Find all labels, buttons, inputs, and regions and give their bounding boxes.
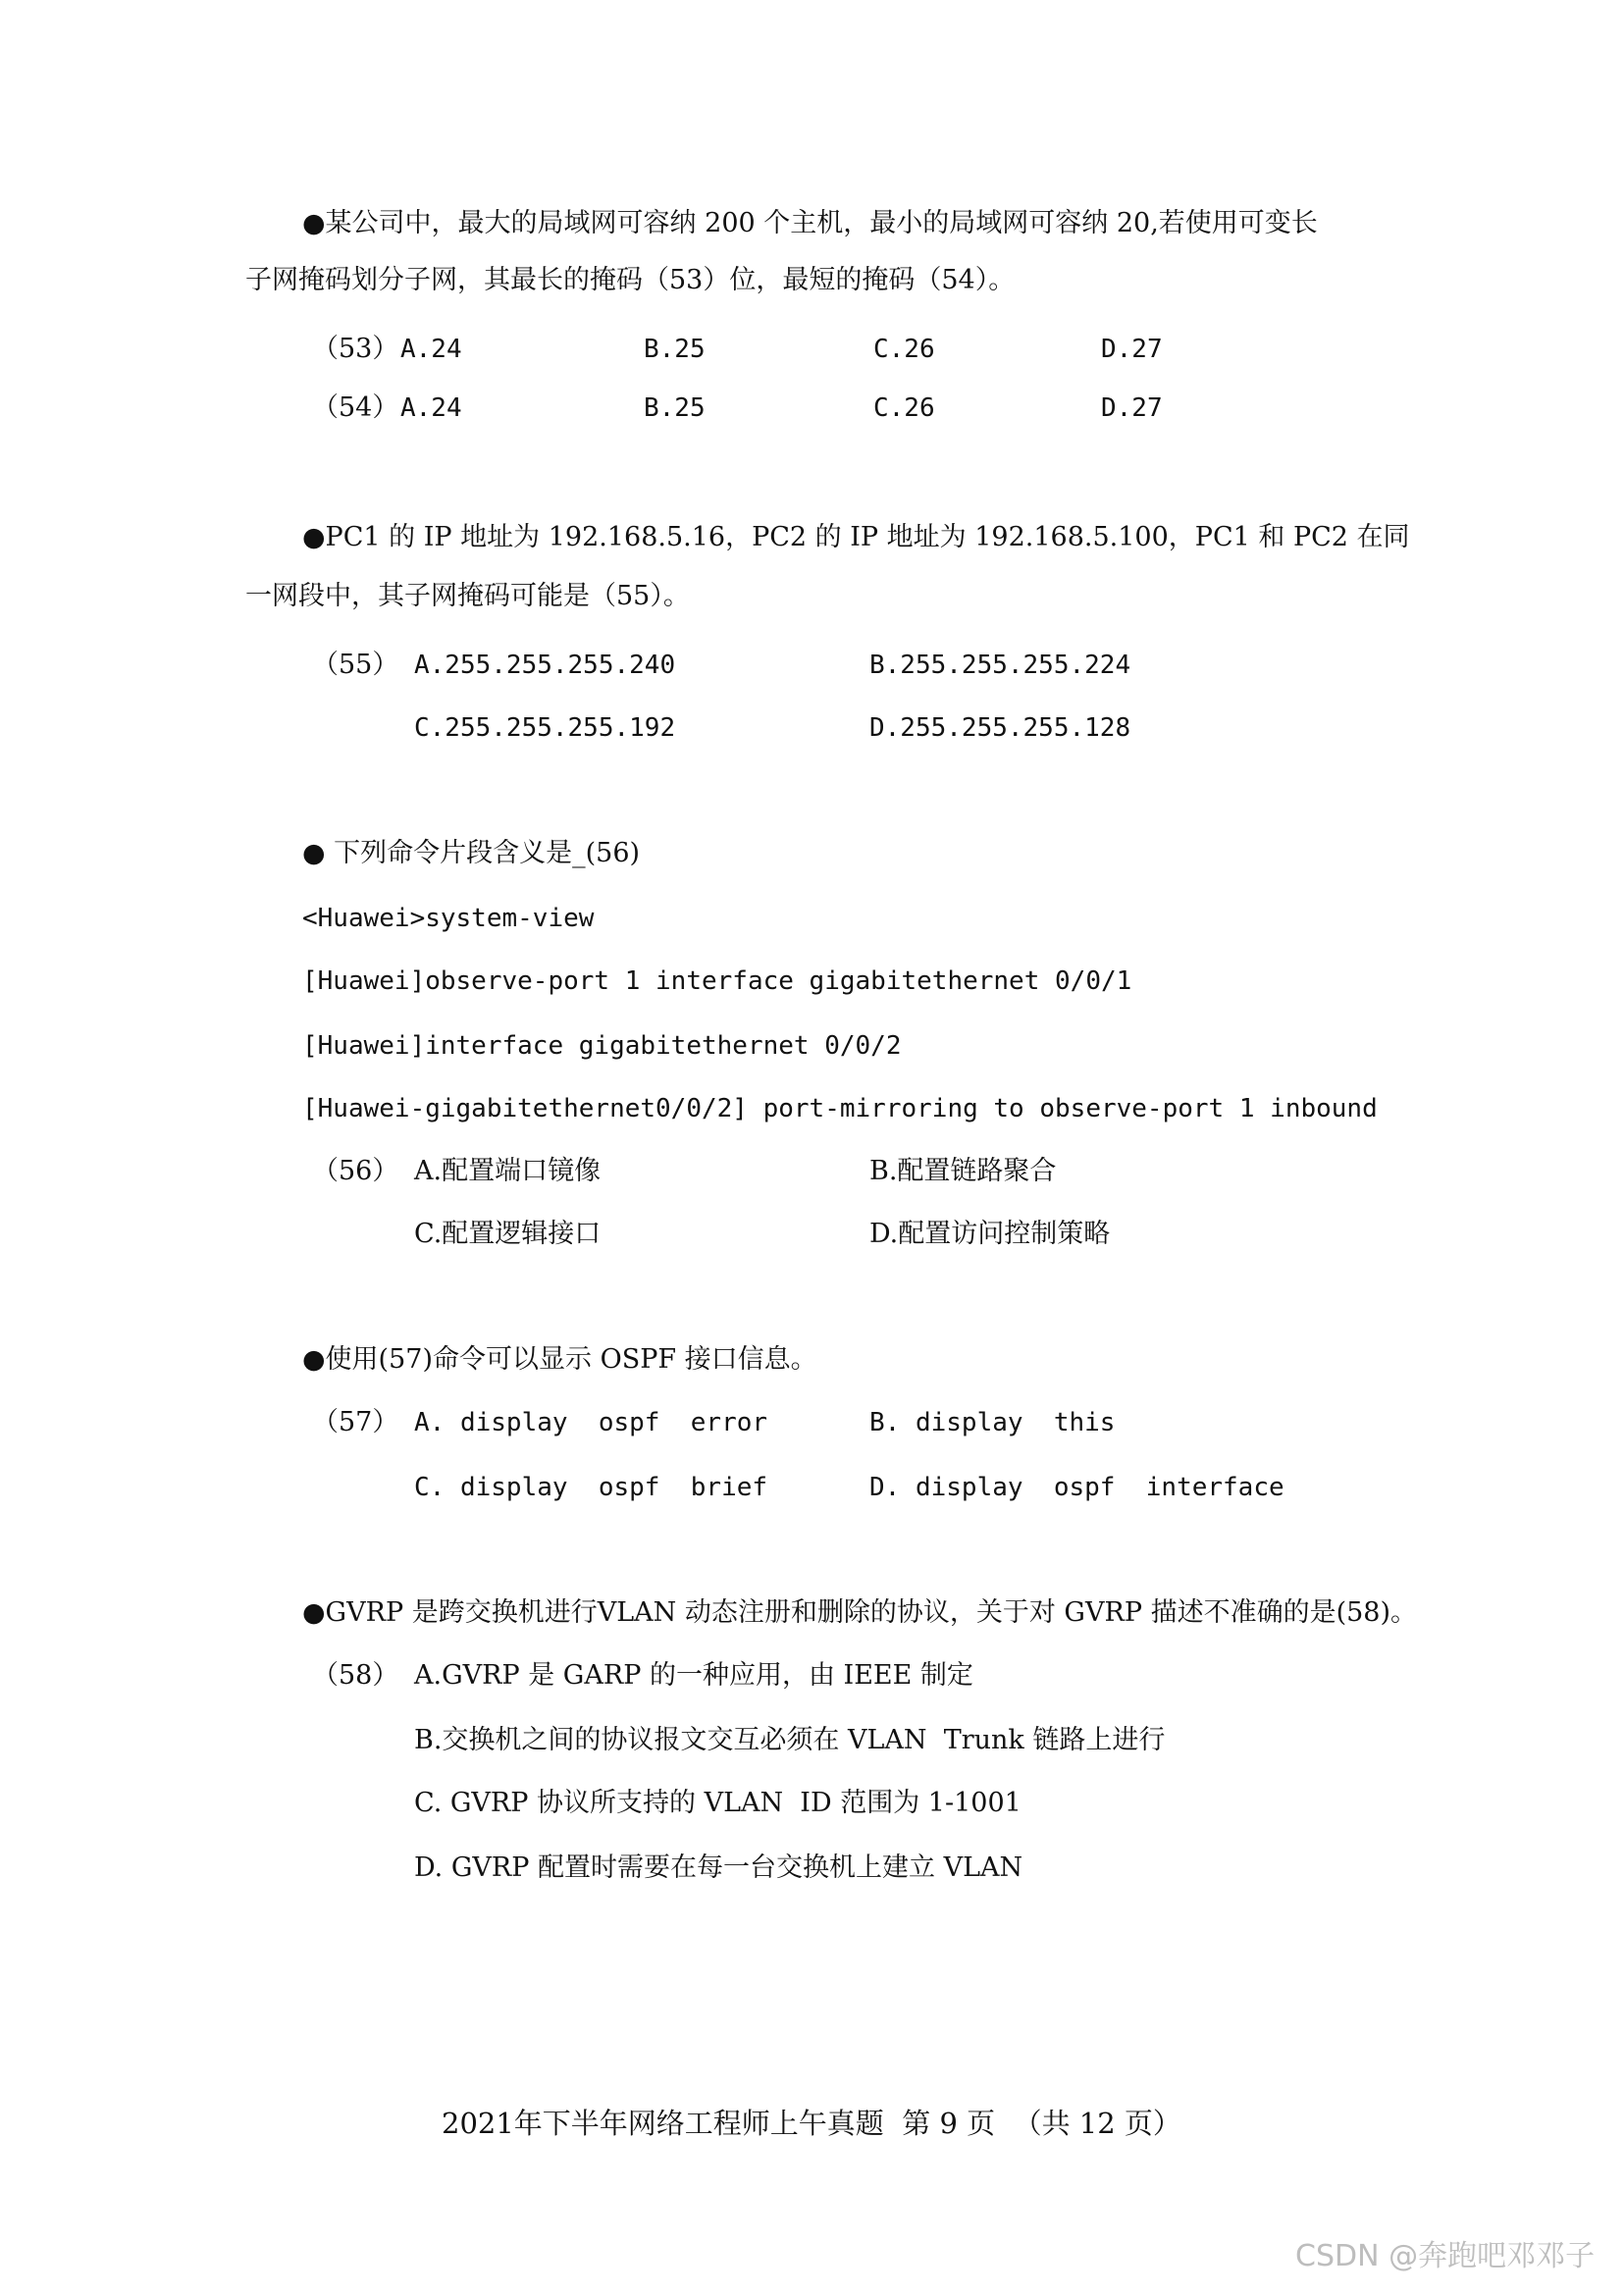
q54-number: （54） — [312, 392, 399, 423]
q57-option-b: B. display this — [869, 1408, 1116, 1437]
q55-option-d: D.255.255.255.128 — [869, 713, 1131, 743]
q56-option-a: A.配置端口镜像 — [414, 1156, 602, 1186]
q54-option-a: A.24 — [400, 393, 462, 423]
q53-54-stem-line1: ●某公司中，最大的局域网可容纳 200 个主机，最小的局域网可容纳 20,若使用可变长 — [302, 208, 1318, 238]
q55-option-b: B.255.255.255.224 — [869, 651, 1131, 680]
q56-command-line2: [Huawei]observe-port 1 interface gigabitethernet 0/0/1 — [302, 966, 1132, 996]
q55-option-c: C.255.255.255.192 — [414, 713, 676, 743]
q57-stem: ●使用(57)命令可以显示 OSPF 接口信息。 — [302, 1344, 817, 1375]
q55-stem-line2: 一网段中，其子网掩码可能是（55）。 — [245, 581, 690, 611]
q58-number: （58） — [312, 1660, 399, 1691]
q56-option-b: B.配置链路聚合 — [869, 1156, 1057, 1186]
q56-number: （56） — [312, 1156, 399, 1186]
q55-number: （55） — [312, 650, 399, 680]
page-footer: 2021年下半年网络工程师上午真题 第 9 页 （共 12 页） — [442, 2107, 1181, 2140]
q56-command-line3: [Huawei]interface gigabitethernet 0/0/2 — [302, 1031, 902, 1061]
q58-stem: ●GVRP 是跨交换机进行VLAN 动态注册和删除的协议，关于对 GVRP 描述不准确的是(58)。 — [302, 1597, 1417, 1628]
q56-stem: ● 下列命令片段含义是_(56) — [302, 838, 641, 868]
q54-option-b: B.25 — [644, 393, 706, 423]
q53-number: （53） — [312, 334, 399, 364]
q56-command-line4: [Huawei-gigabitethernet0/0/2] port-mirroring to observe-port 1 inbound — [302, 1094, 1378, 1123]
q53-option-b: B.25 — [644, 335, 706, 364]
q53-option-a: A.24 — [400, 335, 462, 364]
q54-option-d: D.27 — [1101, 393, 1163, 423]
q53-option-c: C.26 — [873, 335, 935, 364]
q58-option-b: B.交换机之间的协议报文交互必须在 VLAN Trunk 链路上进行 — [414, 1725, 1166, 1755]
q54-option-c: C.26 — [873, 393, 935, 423]
watermark: CSDN @奔跑吧邓邓子 — [1295, 2239, 1596, 2273]
q57-option-c: C. display ospf brief — [414, 1473, 768, 1502]
q58-option-c: C. GVRP 协议所支持的 VLAN ID 范围为 1-1001 — [414, 1788, 1022, 1818]
q57-number: （57） — [312, 1407, 399, 1437]
q57-option-a: A. display ospf error — [414, 1408, 768, 1437]
q58-option-d: D. GVRP 配置时需要在每一台交换机上建立 VLAN — [414, 1852, 1023, 1883]
q58-option-a: A.GVRP 是 GARP 的一种应用，由 IEEE 制定 — [414, 1660, 973, 1691]
q55-stem-line1: ●PC1 的 IP 地址为 192.168.5.16，PC2 的 IP 地址为 192.168.5.100，PC1 和 PC2 在同 — [302, 522, 1410, 552]
q53-option-d: D.27 — [1101, 335, 1163, 364]
q56-option-d: D.配置访问控制策略 — [869, 1219, 1111, 1249]
q56-option-c: C.配置逻辑接口 — [414, 1219, 602, 1249]
q57-option-d: D. display ospf interface — [869, 1473, 1284, 1502]
q56-command-line1: <Huawei>system-view — [302, 904, 595, 933]
q55-option-a: A.255.255.255.240 — [414, 651, 676, 680]
q53-54-stem-line2: 子网掩码划分子网，其最长的掩码（53）位，最短的掩码（54）。 — [245, 265, 1016, 295]
